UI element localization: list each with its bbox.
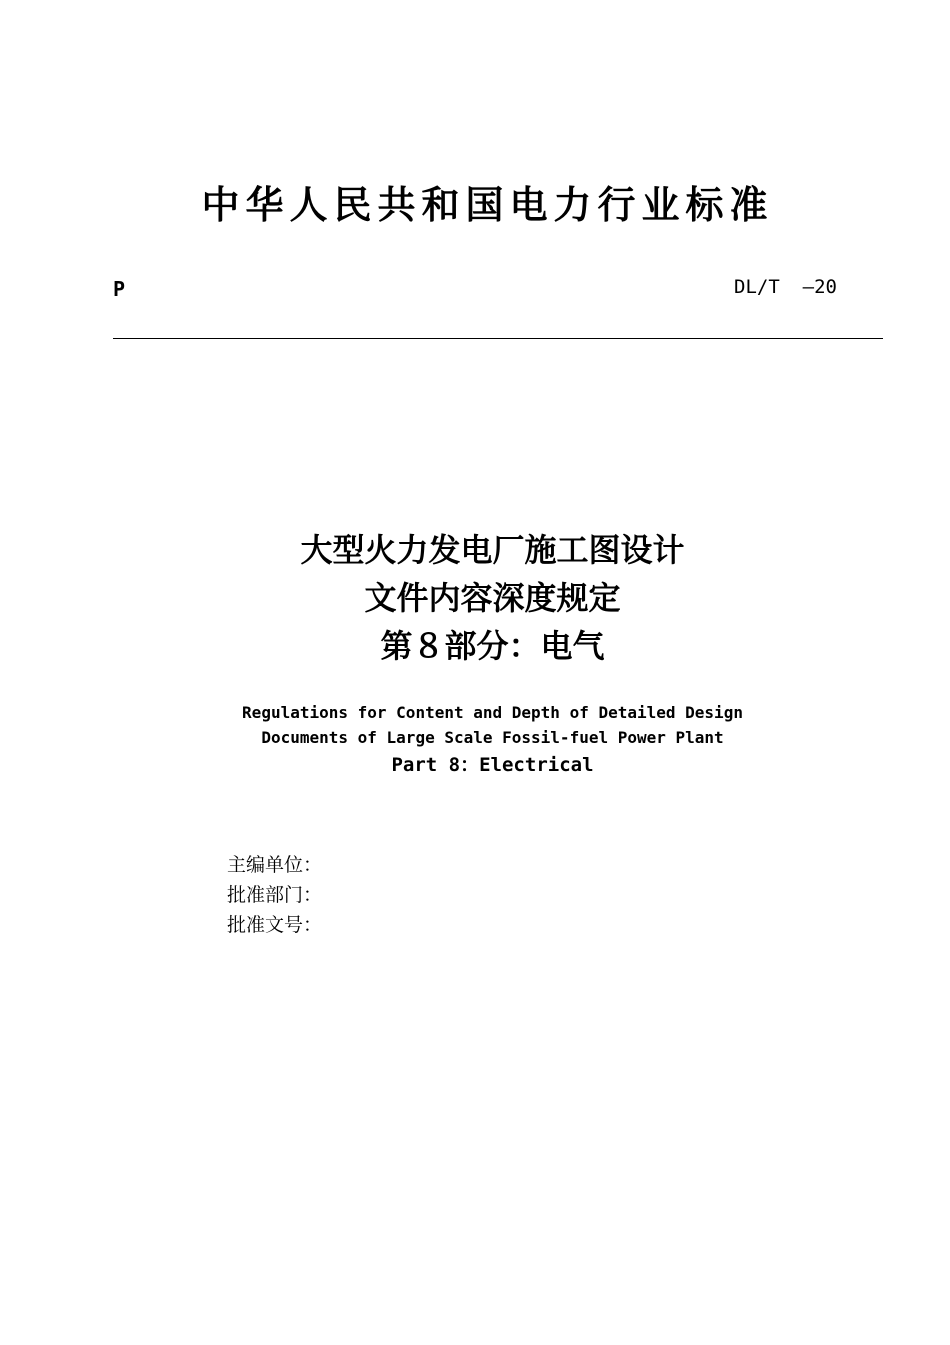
editor-unit-label: 主编单位：: [227, 854, 323, 876]
chinese-title-line-1: 大型火力发电厂施工图设计: [300, 531, 685, 569]
chinese-title-line-3: 第８部分：电气: [380, 627, 605, 665]
english-title: [0, 700, 950, 779]
approving-department-label: 批准部门：: [227, 884, 323, 906]
classification-code: P: [113, 277, 126, 301]
header-divider: [113, 338, 883, 339]
english-title-line-2: Documents of Large Scale Fossil-fuel Power Plant: [261, 728, 724, 747]
english-title-line-3: Part 8：Electrical: [391, 754, 594, 776]
standard-number: DL/T —20: [734, 276, 837, 298]
standard-organization-heading: 中华人民共和国电力行业标准: [201, 183, 774, 227]
chinese-title-line-2: 文件内容深度规定: [364, 579, 621, 617]
approval-number-label: 批准文号：: [227, 914, 323, 936]
english-title-line-1: Regulations for Content and Depth of Detailed Design: [242, 703, 743, 722]
publication-info: [227, 850, 322, 940]
chinese-title: [0, 526, 950, 670]
